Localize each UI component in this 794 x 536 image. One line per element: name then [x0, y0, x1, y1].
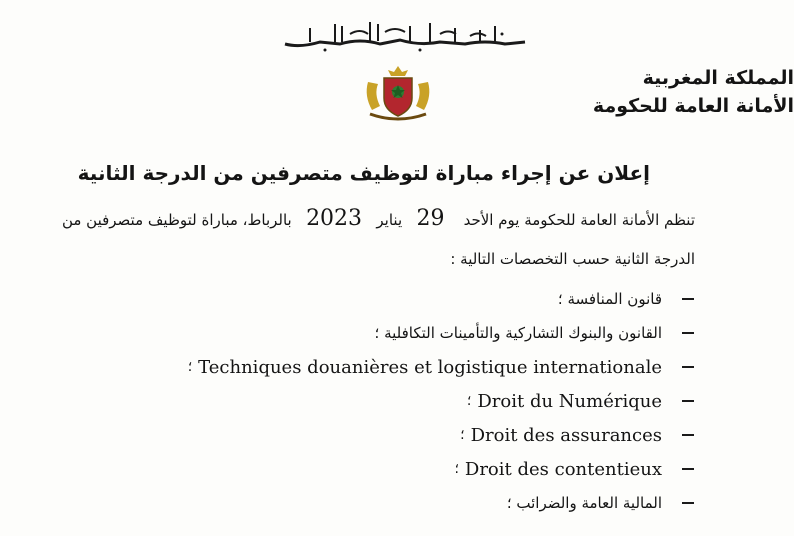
- dash-bullet: [682, 468, 694, 470]
- basmala-calligraphy: [280, 14, 530, 54]
- specialty-text: قانون المنافسة ؛: [557, 290, 662, 308]
- specialties-list: [134, 282, 694, 520]
- list-item: [134, 452, 694, 486]
- intro-month: يناير: [376, 211, 403, 229]
- basmala-icon: [280, 14, 530, 54]
- item-separator: ؛: [460, 427, 465, 443]
- list-item: [134, 350, 694, 384]
- intro-text-a: تنظم الأمانة العامة للحكومة يوم الأحد: [463, 211, 695, 229]
- intro-line-1: [40, 206, 695, 231]
- dash-bullet: [682, 366, 694, 368]
- announcement-title: إعلان عن إجراء مباراة لتوظيف متصرفين من الدرجة الثانية: [77, 161, 650, 185]
- intro-year: 2023: [306, 206, 363, 231]
- intro-text-b: بالرباط، مباراة لتوظيف متصرفين من: [61, 211, 292, 229]
- specialty-text: Droit des contentieux: [464, 458, 662, 480]
- dash-bullet: [682, 298, 694, 300]
- item-separator: ؛: [454, 461, 459, 477]
- institution-name: الأمانة العامة للحكومة: [592, 95, 794, 117]
- coat-of-arms-icon: [362, 62, 434, 124]
- list-item: [134, 282, 694, 316]
- specialty-text: القانون والبنوك التشاركية والتأمينات التكافلية ؛: [374, 324, 662, 342]
- list-item: [134, 384, 694, 418]
- specialty-text: المالية العامة والضرائب ؛: [506, 494, 662, 512]
- list-item: [134, 486, 694, 520]
- dash-bullet: [682, 332, 694, 334]
- dash-bullet: [682, 434, 694, 436]
- item-separator: ؛: [466, 393, 472, 409]
- coat-of-arms-emblem: [362, 62, 434, 124]
- dash-bullet: [682, 400, 694, 402]
- list-item: [134, 316, 694, 350]
- intro-day: 29: [416, 206, 445, 231]
- list-item: [134, 418, 694, 452]
- dash-bullet: [682, 502, 694, 504]
- specialty-text: Techniques douanières et logistique internationale: [198, 356, 662, 378]
- country-name: المملكة المغربية: [642, 67, 794, 89]
- intro-line-2: الدرجة الثانية حسب التخصصات التالية :: [450, 250, 695, 268]
- specialty-text: Droit du Numérique: [477, 390, 662, 412]
- specialty-text: Droit des assurances: [470, 424, 662, 446]
- institution-header: [592, 64, 794, 120]
- item-separator: ؛: [187, 359, 193, 375]
